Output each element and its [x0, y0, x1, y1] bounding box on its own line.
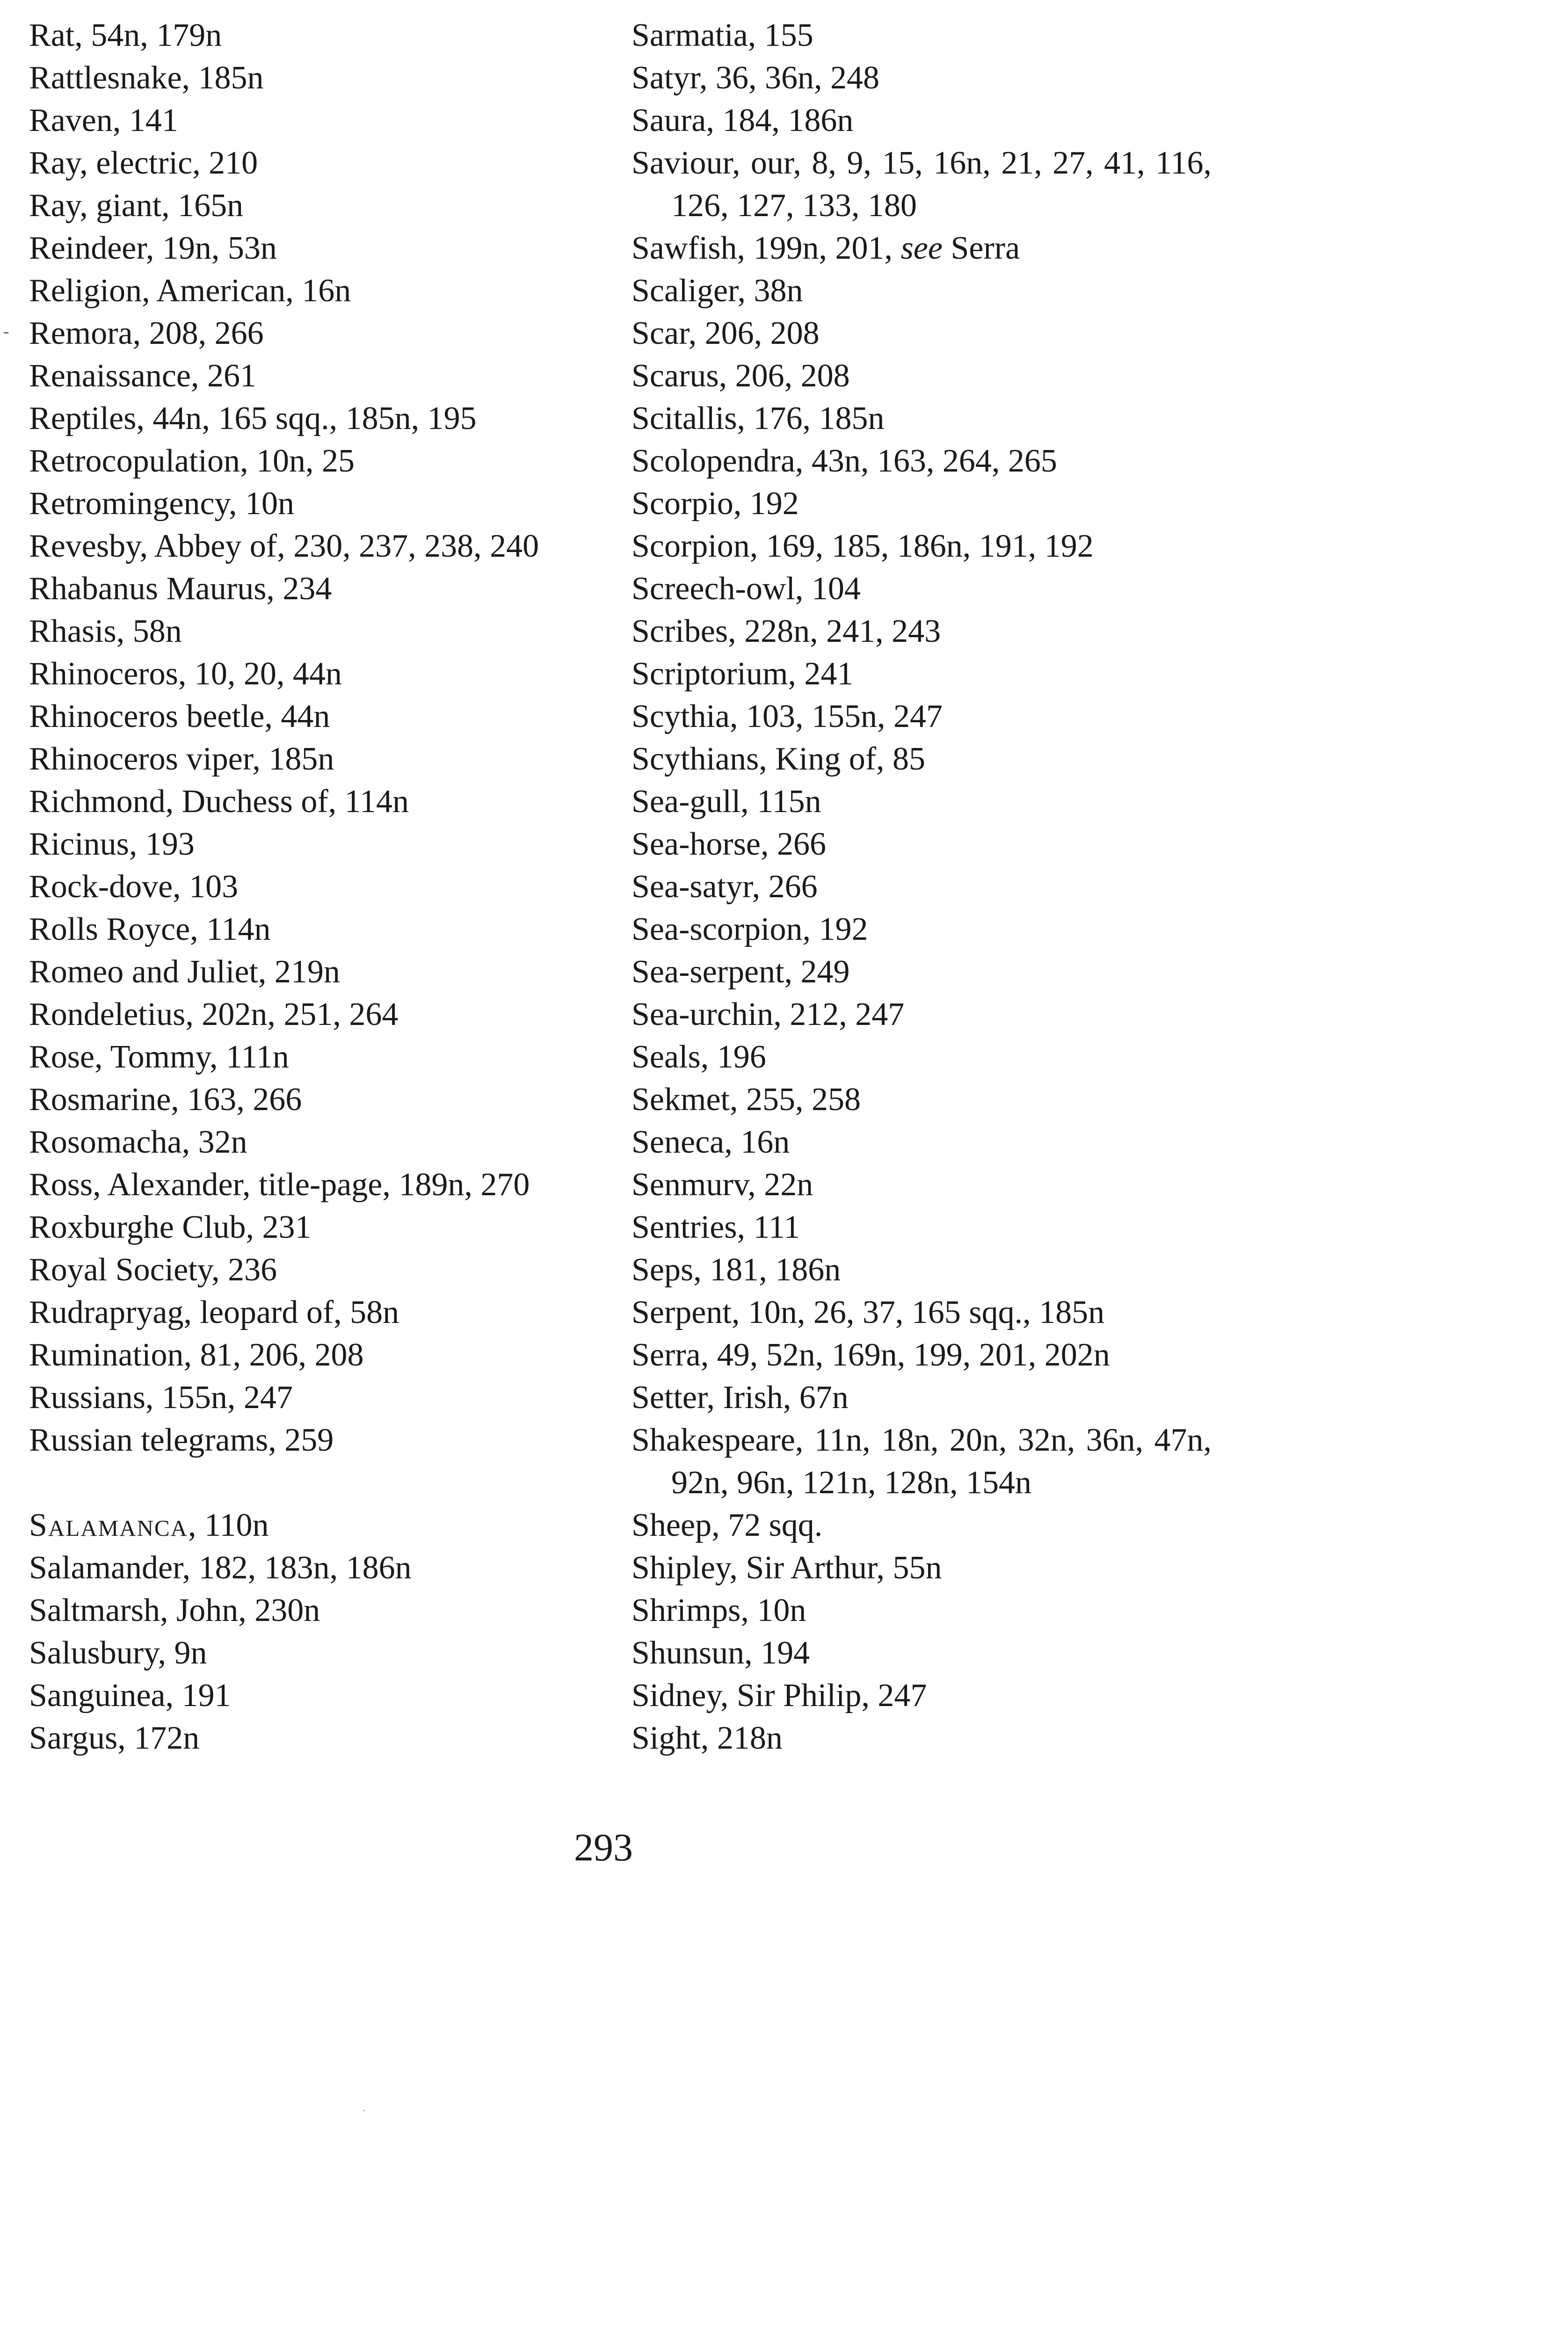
index-entry: Sea-satyr, 266 [632, 869, 818, 905]
index-entry: Romeo and Juliet, 219n [29, 954, 340, 990]
index-entry: Ray, giant, 165n [29, 188, 244, 224]
index-entry: Religion, American, 16n [29, 273, 351, 309]
index-entry: Sargus, 172n [29, 1720, 200, 1756]
section-head-refs: , 110n [188, 1507, 269, 1543]
index-entry: Rudrapryag, leopard of, 58n [29, 1294, 399, 1330]
index-entry: Remora, 208, 266 [29, 315, 264, 351]
index-entry: Rhasis, 58n [29, 613, 182, 649]
index-entry: Scorpion, 169, 185, 186n, 191, 192 [632, 528, 1094, 564]
index-entry: Rhinoceros beetle, 44n [29, 698, 330, 734]
index-entry: Serpent, 10n, 26, 37, 165 sqq., 185n [632, 1294, 1105, 1330]
index-entry: Revesby, Abbey of, 230, 237, 238, 240 [29, 528, 539, 564]
see-target: Serra [942, 230, 1020, 266]
index-entry: Retrocopulation, 10n, 25 [29, 443, 355, 479]
index-entry: Sheep, 72 sqq. [632, 1507, 823, 1543]
index-entry: Scriptorium, 241 [632, 656, 854, 692]
index-entry: Sanguinea, 191 [29, 1678, 231, 1714]
index-entry: Sight, 218n [632, 1720, 783, 1756]
index-entry: Rhinoceros viper, 185n [29, 741, 334, 777]
section-head-word: Salamanca [29, 1507, 189, 1543]
index-entry: Sentries, 111 [632, 1209, 800, 1245]
index-entry: Scaliger, 38n [632, 273, 803, 309]
index-entry: Shakespeare, 11n, 18n, 20n, 32n, 36n, 47n, 92n, 96n, 121n, 128n, 154n [632, 1422, 1212, 1501]
index-entry: Ray, electric, 210 [29, 145, 258, 181]
index-entry: Scitallis, 176, 185n [632, 400, 885, 436]
index-entry: Salamander, 182, 183n, 186n [29, 1550, 412, 1586]
index-entry: Rumination, 81, 206, 208 [29, 1337, 364, 1373]
see-reference: see [900, 230, 943, 266]
index-entry: Sea-serpent, 249 [632, 954, 850, 990]
index-entry: Rattlesnake, 185n [29, 60, 264, 96]
index-entry: Roxburghe Club, 231 [29, 1209, 312, 1245]
index-entry: Screech-owl, 104 [632, 571, 861, 607]
index-entry: Retromingency, 10n [29, 486, 295, 522]
sawfish-refs: Sawfish, 199n, 201, [632, 230, 901, 266]
index-entry: Rose, Tommy, 111n [29, 1039, 289, 1075]
index-entry: Seals, 196 [632, 1039, 766, 1075]
index-entry: Scythians, King of, 85 [632, 741, 926, 777]
index-entry: Russian telegrams, 259 [29, 1422, 334, 1458]
index-entry: Satyr, 36, 36n, 248 [632, 60, 879, 96]
index-entry: Renaissance, 261 [29, 358, 256, 394]
index-column-right [632, 14, 1212, 1759]
index-entry: Rhinoceros, 10, 20, 44n [29, 656, 342, 692]
letter-section-gap [29, 1461, 604, 1504]
index-entry: Shipley, Sir Arthur, 55n [632, 1550, 942, 1586]
index-entry: Seneca, 16n [632, 1124, 790, 1160]
index-entry: Rolls Royce, 114n [29, 911, 271, 947]
index-entry: Reptiles, 44n, 165 sqq., 185n, 195 [29, 400, 477, 436]
index-entry: Rosmarine, 163, 266 [29, 1082, 302, 1118]
index-entry: Saviour, our, 8, 9, 15, 16n, 21, 27, 41, 116, 126, 127, 133, 180 [632, 145, 1212, 224]
margin-mark [4, 332, 8, 334]
index-entry [632, 227, 1212, 269]
index-entry: Rondeletius, 202n, 251, 264 [29, 996, 399, 1032]
index-entry: Scarus, 206, 208 [632, 358, 850, 394]
index-entry: Russians, 155n, 247 [29, 1380, 293, 1416]
index-entry: Scorpio, 192 [632, 486, 799, 522]
index-entry: Scribes, 228n, 241, 243 [632, 613, 941, 649]
index-entry: Sea-scorpion, 192 [632, 911, 868, 947]
index-entry: Rat, 54n, 179n [29, 17, 222, 53]
index-entry: Saltmarsh, John, 230n [29, 1592, 320, 1628]
index-entry: Salusbury, 9n [29, 1635, 207, 1671]
index-entry: Sekmet, 255, 258 [632, 1082, 861, 1118]
index-entry: Saura, 184, 186n [632, 102, 854, 138]
index-entry: Rhabanus Maurus, 234 [29, 571, 332, 607]
index-entry: Sarmatia, 155 [632, 17, 813, 53]
index-entry: Shunsun, 194 [632, 1635, 810, 1671]
index-entry: Scar, 206, 208 [632, 315, 820, 351]
index-entry: Seps, 181, 186n [632, 1252, 841, 1288]
index-entry: Setter, Irish, 67n [632, 1380, 849, 1416]
index-entry: Royal Society, 236 [29, 1252, 277, 1288]
index-entry: Serra, 49, 52n, 169n, 199, 201, 202n [632, 1337, 1110, 1373]
index-entry: Senmurv, 22n [632, 1167, 813, 1203]
index-entry: Rock-dove, 103 [29, 869, 239, 905]
index-entry: Raven, 141 [29, 102, 178, 138]
index-entry: Scolopendra, 43n, 163, 264, 265 [632, 443, 1057, 479]
index-entry: Sea-horse, 266 [632, 826, 827, 862]
index-column-left [29, 14, 604, 1759]
index-entry: Reindeer, 19n, 53n [29, 230, 277, 266]
index-entry: Rosomacha, 32n [29, 1124, 247, 1160]
index-entry: Sidney, Sir Philip, 247 [632, 1678, 927, 1714]
index-entry: Sea-gull, 115n [632, 784, 821, 820]
index-entry-section-head [29, 1504, 604, 1547]
index-entry: Ross, Alexander, title-page, 189n, 270 [29, 1167, 530, 1203]
index-entry: Shrimps, 10n [632, 1592, 806, 1628]
index-entry: Richmond, Duchess of, 114n [29, 784, 409, 820]
paper-speck [363, 2110, 365, 2111]
page-number: 293 [574, 1826, 633, 1869]
index-entry: Sea-urchin, 212, 247 [632, 996, 905, 1032]
index-entry: Scythia, 103, 155n, 247 [632, 698, 943, 734]
index-entry: Ricinus, 193 [29, 826, 195, 862]
